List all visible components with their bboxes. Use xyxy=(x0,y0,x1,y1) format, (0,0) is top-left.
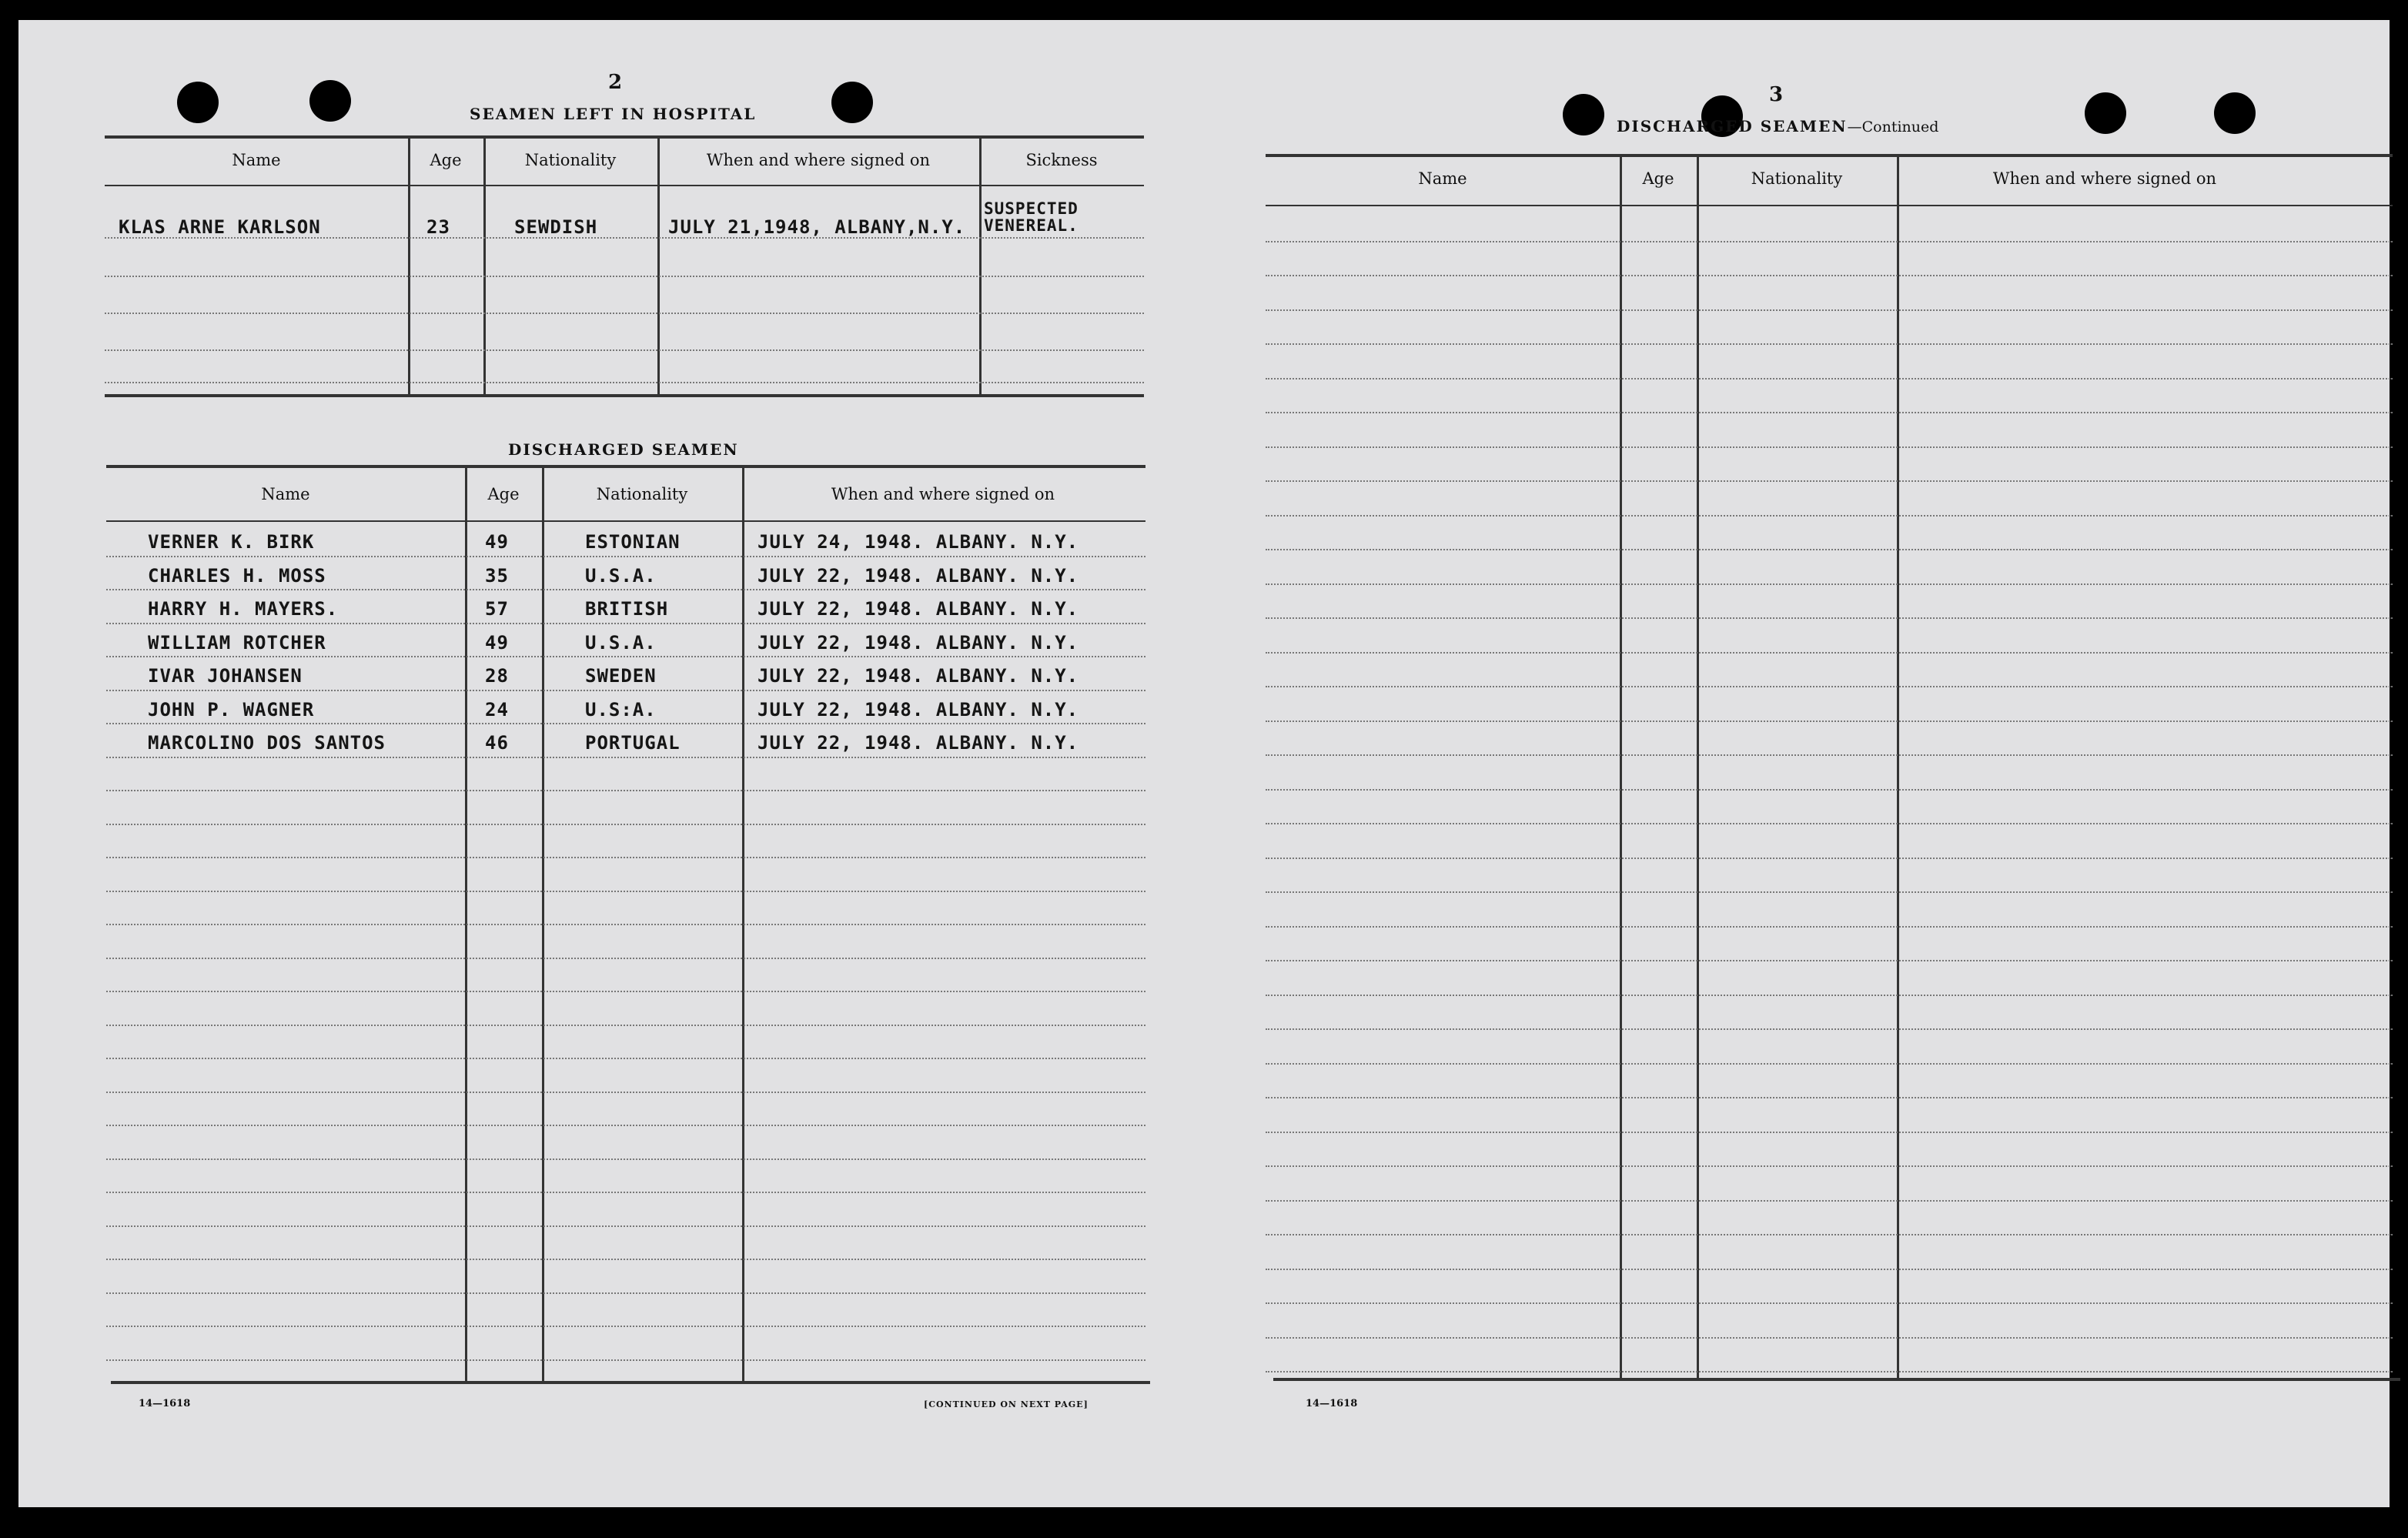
table-row xyxy=(1266,413,2393,448)
table-row xyxy=(106,925,1145,959)
table-row xyxy=(1266,961,2393,996)
column-header-age: Age xyxy=(487,485,520,503)
cell-nationality: BRITISH xyxy=(585,598,669,620)
table-row xyxy=(106,1294,1145,1328)
table-row xyxy=(1266,345,2393,379)
cell-name: VERNER K. BIRK xyxy=(148,531,315,553)
column-header-name: Name xyxy=(261,485,310,503)
binder-hole xyxy=(1563,94,1604,135)
column-header-nationality: Nationality xyxy=(1751,169,1843,188)
cell-sickness: SUSPECTED VENEREAL. xyxy=(984,199,1079,235)
table-row xyxy=(105,240,1144,277)
column-header-age: Age xyxy=(430,151,462,169)
column-header-age: Age xyxy=(1642,169,1674,188)
header-rule xyxy=(105,185,1144,186)
binder-hole xyxy=(309,80,351,122)
table-row xyxy=(1266,379,2393,414)
table-row xyxy=(105,351,1144,383)
cell-age: 49 xyxy=(485,631,509,654)
cell-nationality: SWEDEN xyxy=(585,665,657,687)
table-row xyxy=(105,277,1144,314)
cell-age: 49 xyxy=(485,531,509,553)
table-row xyxy=(106,1026,1145,1060)
table-row xyxy=(1266,1270,2393,1305)
table-bottom-rule xyxy=(105,394,1144,397)
table-top-rule xyxy=(105,135,1144,139)
table-row xyxy=(1266,585,2393,620)
table-row xyxy=(1266,996,2393,1031)
table-row xyxy=(1266,1065,2393,1099)
cell-signed-on: JULY 22, 1948. ALBANY. N.Y. xyxy=(758,564,1079,587)
cell-name: HARRY H. MAYERS. xyxy=(148,598,339,620)
column-header-signed-on: When and where signed on xyxy=(831,485,1055,503)
cell-age: 28 xyxy=(485,665,509,687)
table-row xyxy=(106,791,1145,825)
column-header-nationality: Nationality xyxy=(596,485,688,503)
table-row xyxy=(106,1093,1145,1127)
table-row xyxy=(106,1193,1145,1227)
table-row xyxy=(1266,687,2393,722)
cell-nationality: U.S.A. xyxy=(585,564,657,587)
column-header-name: Name xyxy=(1418,169,1467,188)
table-row xyxy=(1266,1304,2393,1339)
column-header-nationality: Nationality xyxy=(524,151,617,169)
table-bottom-rule xyxy=(1273,1378,2400,1381)
table-row xyxy=(1266,1098,2393,1133)
table-row xyxy=(1266,619,2393,654)
binder-hole xyxy=(177,82,219,123)
table-row xyxy=(1266,859,2393,894)
right-page xyxy=(1172,20,2390,1507)
section-title-discharged-continued xyxy=(1617,117,1938,135)
continued-note: [CONTINUED ON NEXT PAGE] xyxy=(924,1399,1089,1409)
cell-age: 46 xyxy=(485,732,509,754)
form-number: 14—1618 xyxy=(139,1398,191,1409)
table-row xyxy=(1266,928,2393,962)
cell-nationality: U.S:A. xyxy=(585,698,657,721)
cell-name: KLAS ARNE KARLSON xyxy=(119,216,321,238)
table-row xyxy=(1266,550,2393,585)
column-header-name: Name xyxy=(232,151,281,169)
column-header-sickness: Sickness xyxy=(1025,151,1098,169)
table-row xyxy=(105,314,1144,351)
cell-nationality: ESTONIAN xyxy=(585,531,681,553)
table-row xyxy=(106,1260,1145,1294)
table-top-rule xyxy=(106,465,1145,468)
column-header-signed-on: When and where signed on xyxy=(706,151,931,169)
cell-signed-on: JULY 22, 1948. ALBANY. N.Y. xyxy=(758,732,1079,754)
header-rule xyxy=(1266,205,2393,206)
cell-signed-on: JULY 21,1948, ALBANY,N.Y. xyxy=(668,216,966,238)
header-rule xyxy=(106,520,1145,522)
table-row xyxy=(1266,276,2393,311)
cell-signed-on: JULY 22, 1948. ALBANY. N.Y. xyxy=(758,698,1079,721)
cell-name: JOHN P. WAGNER xyxy=(148,698,315,721)
table-row xyxy=(1266,1235,2393,1270)
table-row xyxy=(1266,1202,2393,1236)
table-row xyxy=(1266,654,2393,688)
table-row xyxy=(1266,448,2393,483)
table-row xyxy=(106,825,1145,859)
cell-name: WILLIAM ROTCHER xyxy=(148,631,326,654)
table-row xyxy=(1266,242,2393,277)
table-row xyxy=(1266,722,2393,757)
cell-signed-on: JULY 22, 1948. ALBANY. N.Y. xyxy=(758,598,1079,620)
section-title-text: DISCHARGED SEAMEN xyxy=(1617,117,1848,135)
table-row xyxy=(1266,893,2393,928)
cell-age: 23 xyxy=(426,216,450,238)
binder-hole xyxy=(2214,92,2256,134)
cell-nationality: PORTUGAL xyxy=(585,732,681,754)
cell-age: 24 xyxy=(485,698,509,721)
binder-hole xyxy=(831,82,873,123)
page-number: 3 xyxy=(1769,83,1784,106)
table-row xyxy=(1266,1339,2393,1373)
table-bottom-rule xyxy=(111,1381,1150,1384)
section-title-discharged: DISCHARGED SEAMEN xyxy=(508,440,739,459)
cell-signed-on: JULY 24, 1948. ALBANY. N.Y. xyxy=(758,531,1079,553)
column-header-signed-on: When and where signed on xyxy=(1992,169,2217,188)
table-row xyxy=(106,959,1145,993)
table-row xyxy=(1266,791,2393,825)
table-row xyxy=(106,1227,1145,1261)
cell-signed-on: JULY 22, 1948. ALBANY. N.Y. xyxy=(758,631,1079,654)
table-row xyxy=(106,892,1145,926)
table-row xyxy=(106,1160,1145,1194)
table-row xyxy=(1266,311,2393,346)
form-number: 14—1618 xyxy=(1306,1398,1358,1409)
table-row xyxy=(106,858,1145,892)
table-row xyxy=(1266,756,2393,791)
table-row xyxy=(106,992,1145,1026)
table-row xyxy=(106,1126,1145,1160)
table-row xyxy=(106,1059,1145,1093)
cell-nationality: SEWDISH xyxy=(514,216,598,238)
cell-name: MARCOLINO DOS SANTOS xyxy=(148,732,386,754)
table-row xyxy=(106,1327,1145,1361)
section-title-suffix: —Continued xyxy=(1847,119,1939,135)
left-page xyxy=(18,20,1179,1507)
table-row xyxy=(1266,1133,2393,1168)
table-row xyxy=(1266,1167,2393,1202)
table-row xyxy=(1266,208,2393,242)
cell-nationality: U.S.A. xyxy=(585,631,657,654)
cell-signed-on: JULY 22, 1948. ALBANY. N.Y. xyxy=(758,665,1079,687)
binder-hole xyxy=(2085,92,2126,134)
table-row xyxy=(106,758,1145,792)
table-row xyxy=(1266,482,2393,517)
table-top-rule xyxy=(1266,154,2393,157)
table-row xyxy=(1266,517,2393,551)
page-number: 2 xyxy=(608,71,623,94)
table-row xyxy=(1266,1030,2393,1065)
cell-age: 35 xyxy=(485,564,509,587)
cell-name: IVAR JOHANSEN xyxy=(148,665,303,687)
section-title-hospital: SEAMEN LEFT IN HOSPITAL xyxy=(470,105,757,123)
table-row xyxy=(1266,824,2393,859)
cell-name: CHARLES H. MOSS xyxy=(148,564,326,587)
cell-age: 57 xyxy=(485,598,509,620)
